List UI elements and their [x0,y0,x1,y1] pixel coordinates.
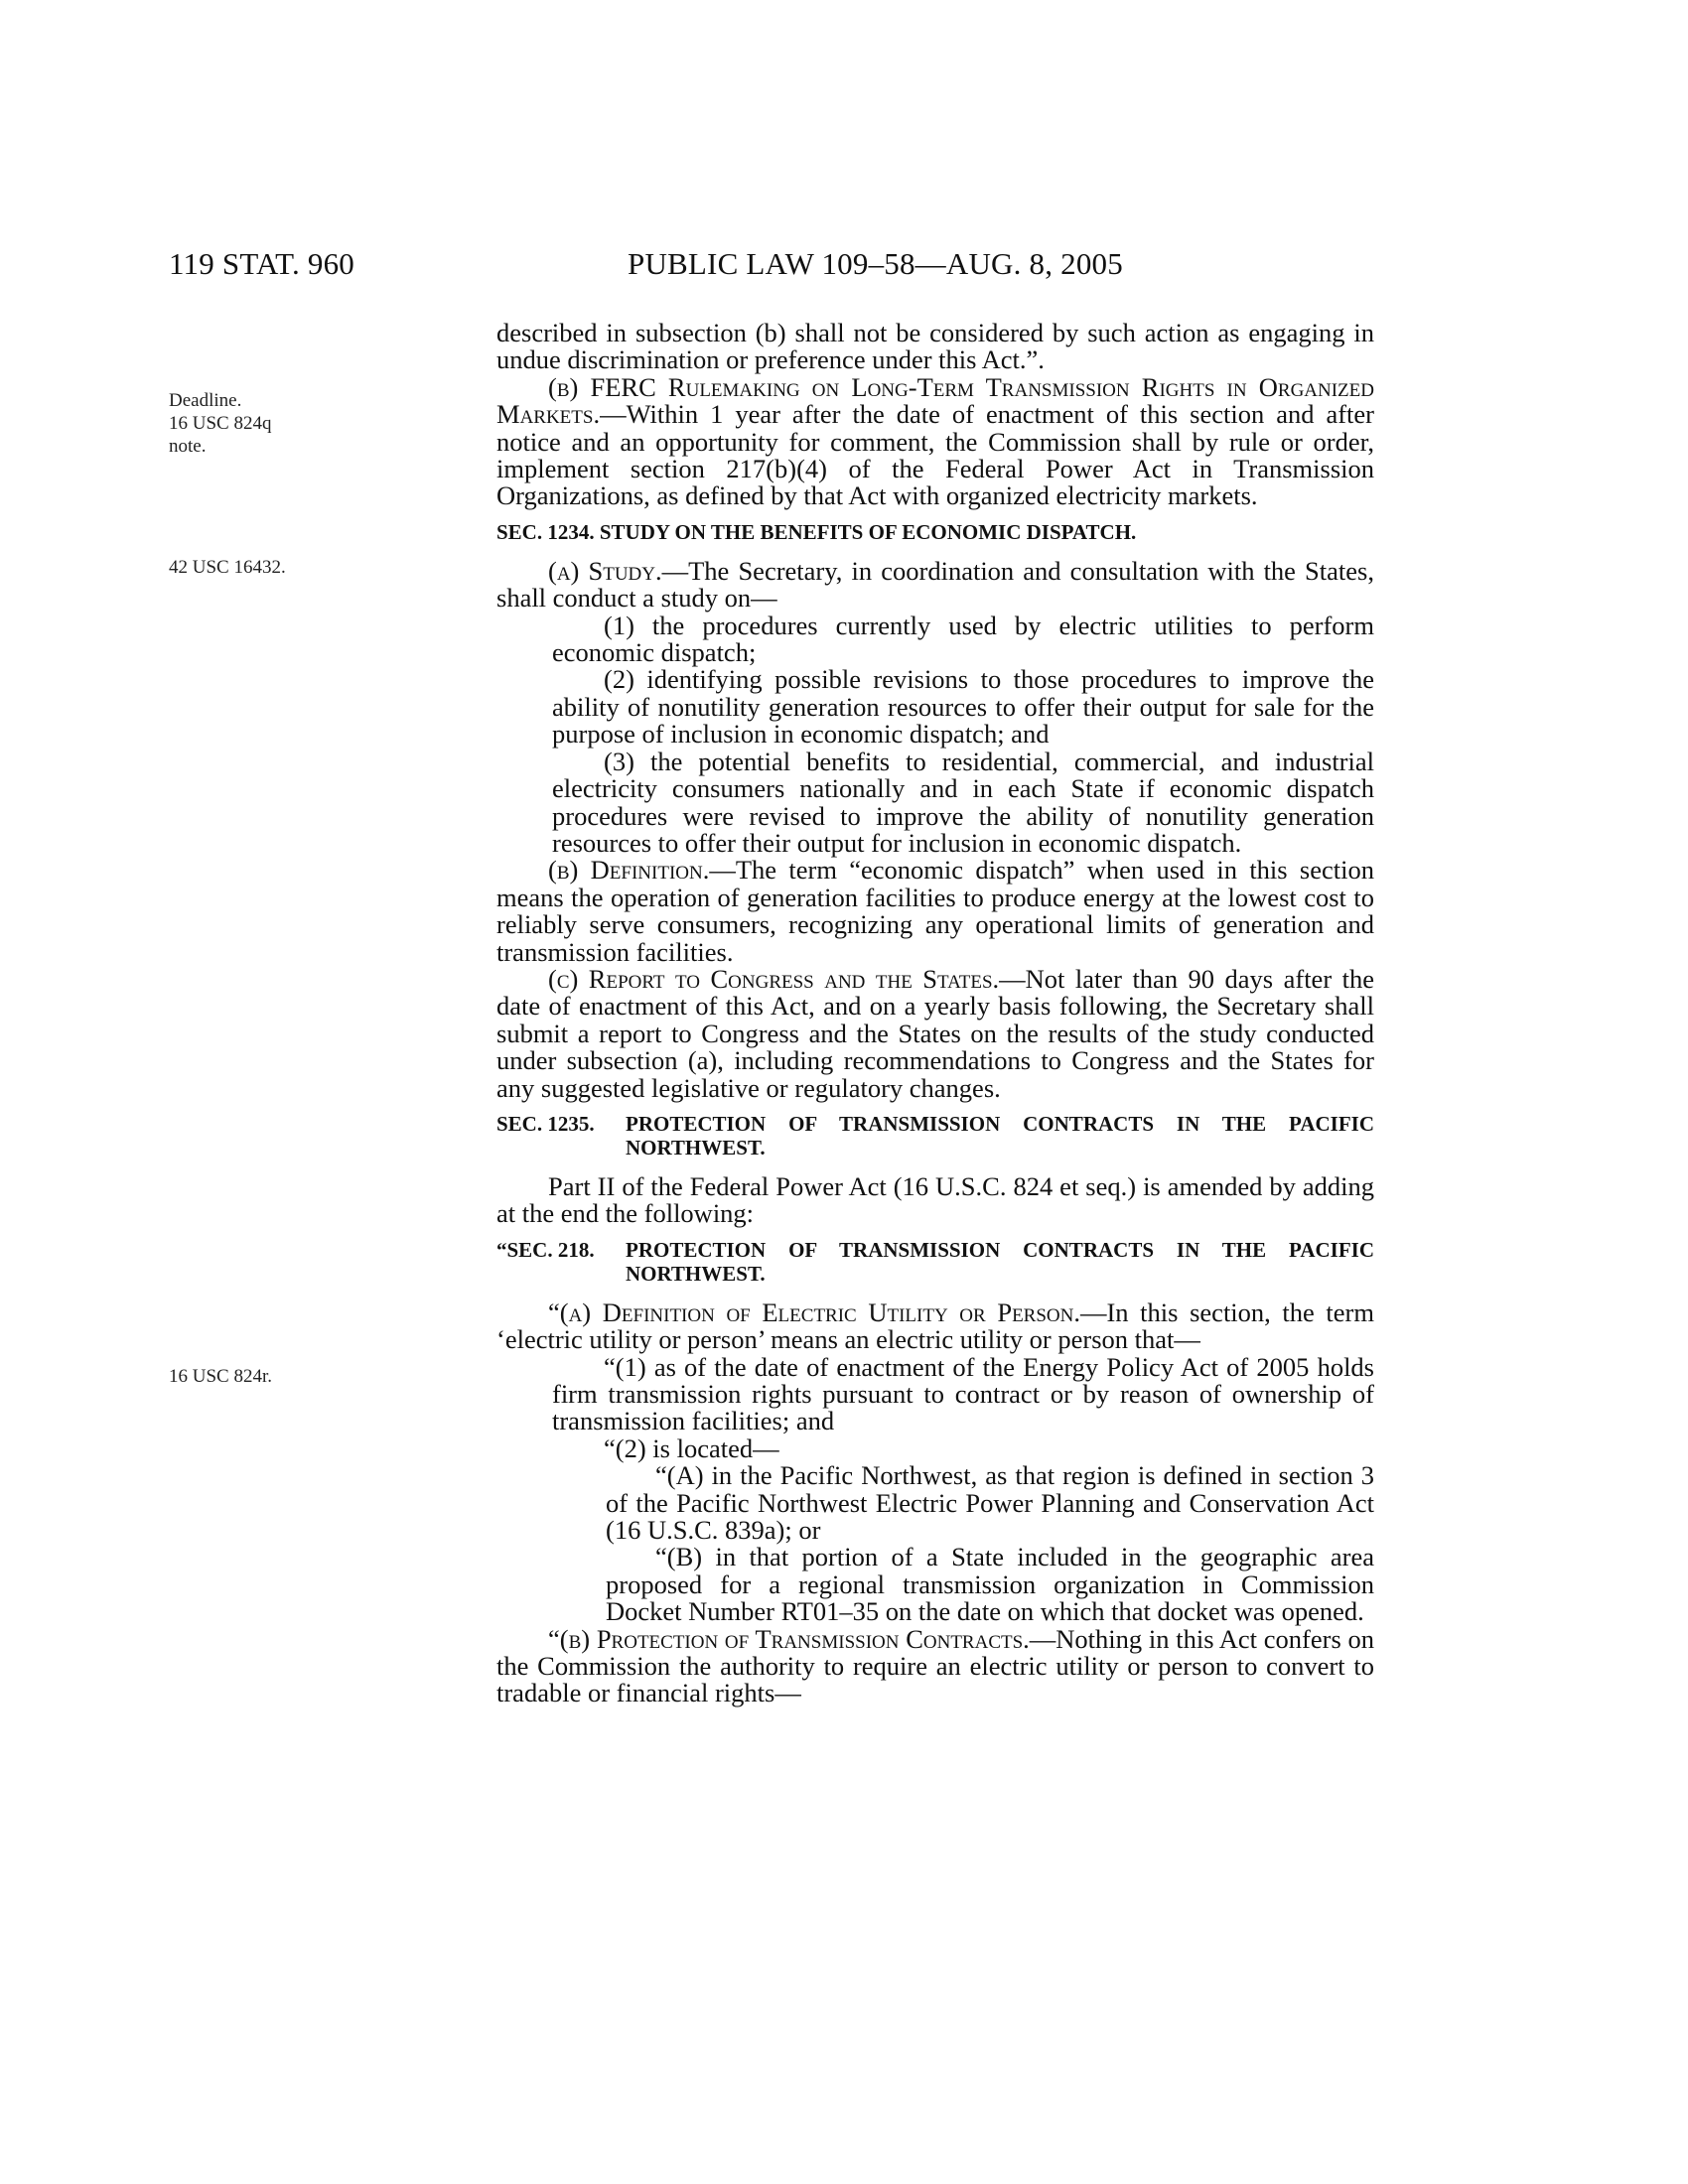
stat-page-number: 119 STAT. 960 [169,246,354,281]
document-body [496,320,1374,1707]
section-heading-1235: SEC. 1235. PROTECTION OF TRANSMISSION CONTRACTS IN THE PACIFIC NORTHWEST. [496,1111,1374,1160]
subsection-a-definition: “(a) Definition of Electric Utility or Person.—In this section, the term ‘electric utility or person’ means an electric utility or person that— [496,1297,1374,1355]
subsection-b-rulemaking: (b) FERC Rulemaking on Long-Term Transmission Rights in Organized Markets.—Within 1 year after the date of enactment of this section and after notice and an opportunity for comment, the Commission shall by rule or order, implement section 217(b)(4) of the Federal Power Act in Transmission Organizations, as defined by that Act with organized electricity markets. [496,371,1374,511]
paragraph-1: (1) the procedures currently used by electric utilities to perform economic dispatch; [552,610,1374,668]
paragraph-1: “(1) as of the date of enactment of the Energy Policy Act of 2005 holds firm transmission rights pursuant to contract or by reason of ownership of transmission facilities; and [552,1351,1374,1436]
subsection-b-protection: “(b) Protection of Transmission Contracts.—Nothing in this Act confers on the Commission the authority to require an electric utility or person to convert to tradable or financial rights— [496,1623,1374,1708]
subsection-a-study: (a) Study.—The Secretary, in coordination and consultation with the States, shall conduct a study on— [496,555,1374,614]
paragraph-2: “(2) is located— [604,1433,779,1463]
public-law-title: PUBLIC LAW 109–58—AUG. 8, 2005 [628,246,1123,281]
subparagraph-b: “(B) in that portion of a State included in the geographic area proposed for a regional transmission organization in Commission Docket Number RT01–35 on the date on which that docket was opened. [606,1542,1374,1627]
margin-note-deadline: Deadline. 16 USC 824q note. [169,390,272,457]
paragraph-2: (2) identifying possible revisions to those procedures to improve the ability of nonutility generation resources to offer their output for sale for the purpose of inclusion in economic dispatch; and [552,664,1374,750]
paragraph-3: (3) the potential benefits to residential, commercial, and industrial electricity consumers nationally and in each State if economic dispatch procedures were revised to improve the ability of nonutility generation resources to offer their output for inclusion in economic dispatch. [552,746,1374,858]
section-heading-218: “SEC. 218. PROTECTION OF TRANSMISSION CONTRACTS IN THE PACIFIC NORTHWEST. [496,1237,1374,1286]
paragraph: described in subsection (b) shall not be considered by such action as engaging in undue discrimination or preference under this Act.”. [496,318,1374,375]
section-heading-1234: SEC. 1234. STUDY ON THE BENEFITS OF ECONOMIC DISPATCH. [496,519,1137,544]
margin-note-sec218: 16 USC 824r. [169,1366,272,1387]
subsection-c-report: (c) Report to Congress and the States.—Not later than 90 days after the date of enactment of this Act, and on a yearly basis following, the Secretary shall submit a report to Congress and the States on the results of the study conducted under subsection (a), including recommendations to Congress and the States for any suggested legislative or regulatory changes. [496,963,1375,1103]
subparagraph-a: “(A) in the Pacific Northwest, as that region is defined in section 3 of the Pacific Northwest Electric Power Planning and Conservation Act (16 U.S.C. 839a); or [606,1460,1374,1546]
part-ii-amendment: Part II of the Federal Power Act (16 U.S.C. 824 et seq.) is amended by adding at the end the following: [496,1170,1374,1229]
margin-note-sec1234: 42 USC 16432. [169,557,286,578]
subsection-b-definition: (b) Definition.—The term “economic dispatch” when used in this section means the operation of generation facilities to produce energy at the lowest cost to reliably serve consumers, recognizing any operational limits of generation and transmission facilities. [496,855,1374,967]
